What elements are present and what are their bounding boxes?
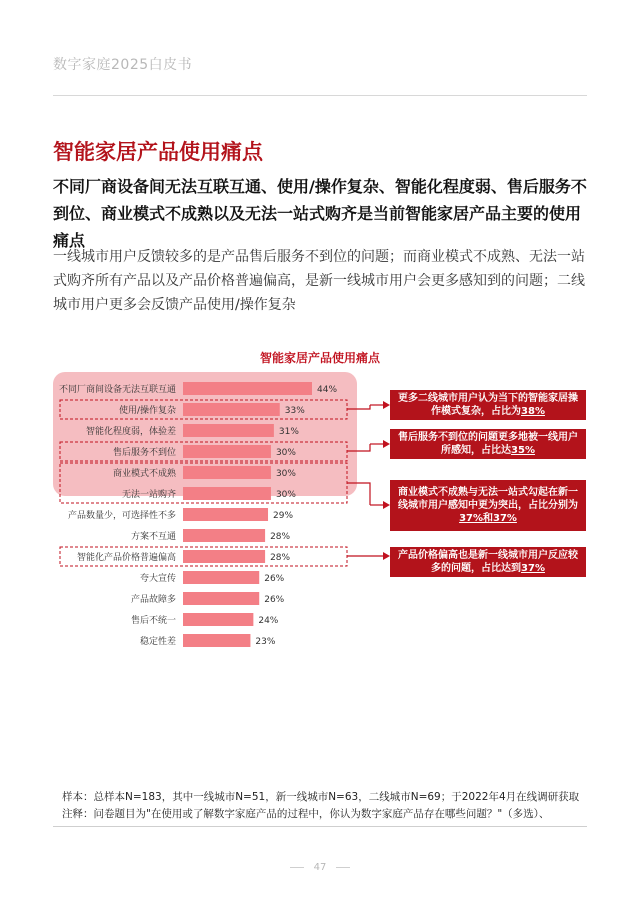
callout-after-sales bbox=[390, 429, 586, 459]
callout-text: 产品价格偏高也是新一线城市用户反应较多的问题，占比达到 bbox=[398, 550, 578, 574]
category-label: 不同厂商间设备无法互联互通 bbox=[58, 385, 176, 395]
bar bbox=[183, 382, 312, 395]
report-title: 数字家庭2025白皮书 bbox=[53, 57, 193, 73]
connector-2-arrow-head bbox=[383, 440, 390, 448]
callout-highlight: 37% bbox=[521, 563, 545, 574]
category-label: 售后服务不到位 bbox=[112, 448, 176, 458]
connector-4-arrow-head bbox=[383, 552, 390, 560]
body-text: 一线城市用户反馈较多的是产品售后服务不到位的问题；而商业模式不成熟、无法一站式购齐所有产品以及产品价格普遍偏高，是新一线城市用户会更多感知到的问题；二线城市用户更多会反馈产品使用/操作复杂 bbox=[53, 249, 585, 313]
category-label: 智能化产品价格普遍偏高 bbox=[76, 553, 176, 563]
category-label: 售后不统一 bbox=[130, 616, 176, 626]
bar bbox=[183, 529, 265, 542]
bar bbox=[183, 592, 259, 605]
callout-highlight: 37%和37% bbox=[459, 513, 517, 524]
bar bbox=[183, 571, 259, 584]
footnote bbox=[62, 789, 592, 823]
section-title: 智能家居产品使用痛点 bbox=[53, 140, 263, 164]
category-label: 使用/操作复杂 bbox=[118, 406, 176, 416]
callout-operation-complexity bbox=[390, 390, 586, 420]
category-label: 商业模式不成熟 bbox=[112, 469, 176, 479]
footnote-sample: 样本：总样本N=183，其中一线城市N=51，新一线城市N=63，二线城市N=69；于2022年4月在线调研获取 bbox=[62, 791, 580, 803]
category-label: 无法一站购齐 bbox=[121, 490, 176, 500]
bar bbox=[183, 445, 271, 458]
subtitle: 不同厂商设备间无法互联互通、使用/操作复杂、智能化程度弱、售后服务不到位、商业模式不成熟以及无法一站式购齐是当前智能家居产品主要的使用痛点 bbox=[53, 177, 587, 250]
footer-divider bbox=[53, 826, 587, 827]
callout-business-model bbox=[390, 480, 586, 531]
chart-title: 智能家居产品使用痛点 bbox=[259, 351, 380, 365]
callout-text: 更多二线城市用户认为当下的智能家居操作模式复杂，占比为 bbox=[398, 393, 578, 417]
data-label: 29% bbox=[273, 511, 294, 521]
data-label: 28% bbox=[270, 532, 291, 542]
bar bbox=[183, 424, 274, 437]
callout-price bbox=[390, 547, 586, 577]
category-label: 方案不互通 bbox=[130, 532, 176, 542]
callout-highlight: 35% bbox=[511, 445, 535, 456]
category-label: 智能化程度弱，体验差 bbox=[85, 427, 176, 437]
data-label: 30% bbox=[275, 490, 296, 500]
data-label: 26% bbox=[264, 595, 285, 605]
bar bbox=[183, 613, 253, 626]
connector-1-arrow-head bbox=[383, 401, 390, 409]
page-number: 47 bbox=[0, 862, 640, 873]
callout-text: 售后服务不到位的问题更多地被一线用户所感知，占比达 bbox=[398, 432, 578, 456]
callout-text: 商业模式不成熟与无法一站式勾起在新一线城市用户感知中更为突出，占比分别为 bbox=[398, 487, 578, 511]
bar bbox=[183, 634, 250, 647]
bar bbox=[183, 508, 268, 521]
data-label: 30% bbox=[275, 448, 296, 458]
footnote-note: 注释：问卷题目为"在使用或了解数字家庭产品的过程中，你认为数字家庭产品存在哪些问题？"（多选）、 bbox=[62, 808, 550, 820]
bar bbox=[183, 466, 271, 479]
bar bbox=[183, 403, 280, 416]
category-label: 产品故障多 bbox=[130, 595, 176, 605]
callout-highlight: 38% bbox=[521, 406, 545, 417]
category-label: 稳定性差 bbox=[139, 637, 176, 647]
category-label: 夸大宣传 bbox=[139, 574, 176, 584]
category-label: 产品数量少，可选择性不多 bbox=[67, 511, 176, 521]
data-label: 26% bbox=[264, 574, 285, 584]
data-label: 28% bbox=[270, 553, 291, 563]
data-label: 23% bbox=[255, 637, 276, 647]
bar bbox=[183, 550, 265, 563]
data-label: 30% bbox=[275, 469, 296, 479]
data-label: 44% bbox=[317, 385, 338, 395]
data-label: 31% bbox=[278, 427, 299, 437]
bar bbox=[183, 487, 271, 500]
data-label: 33% bbox=[284, 406, 305, 416]
connector-3-arrow-head bbox=[383, 501, 390, 509]
data-label: 24% bbox=[258, 616, 279, 626]
